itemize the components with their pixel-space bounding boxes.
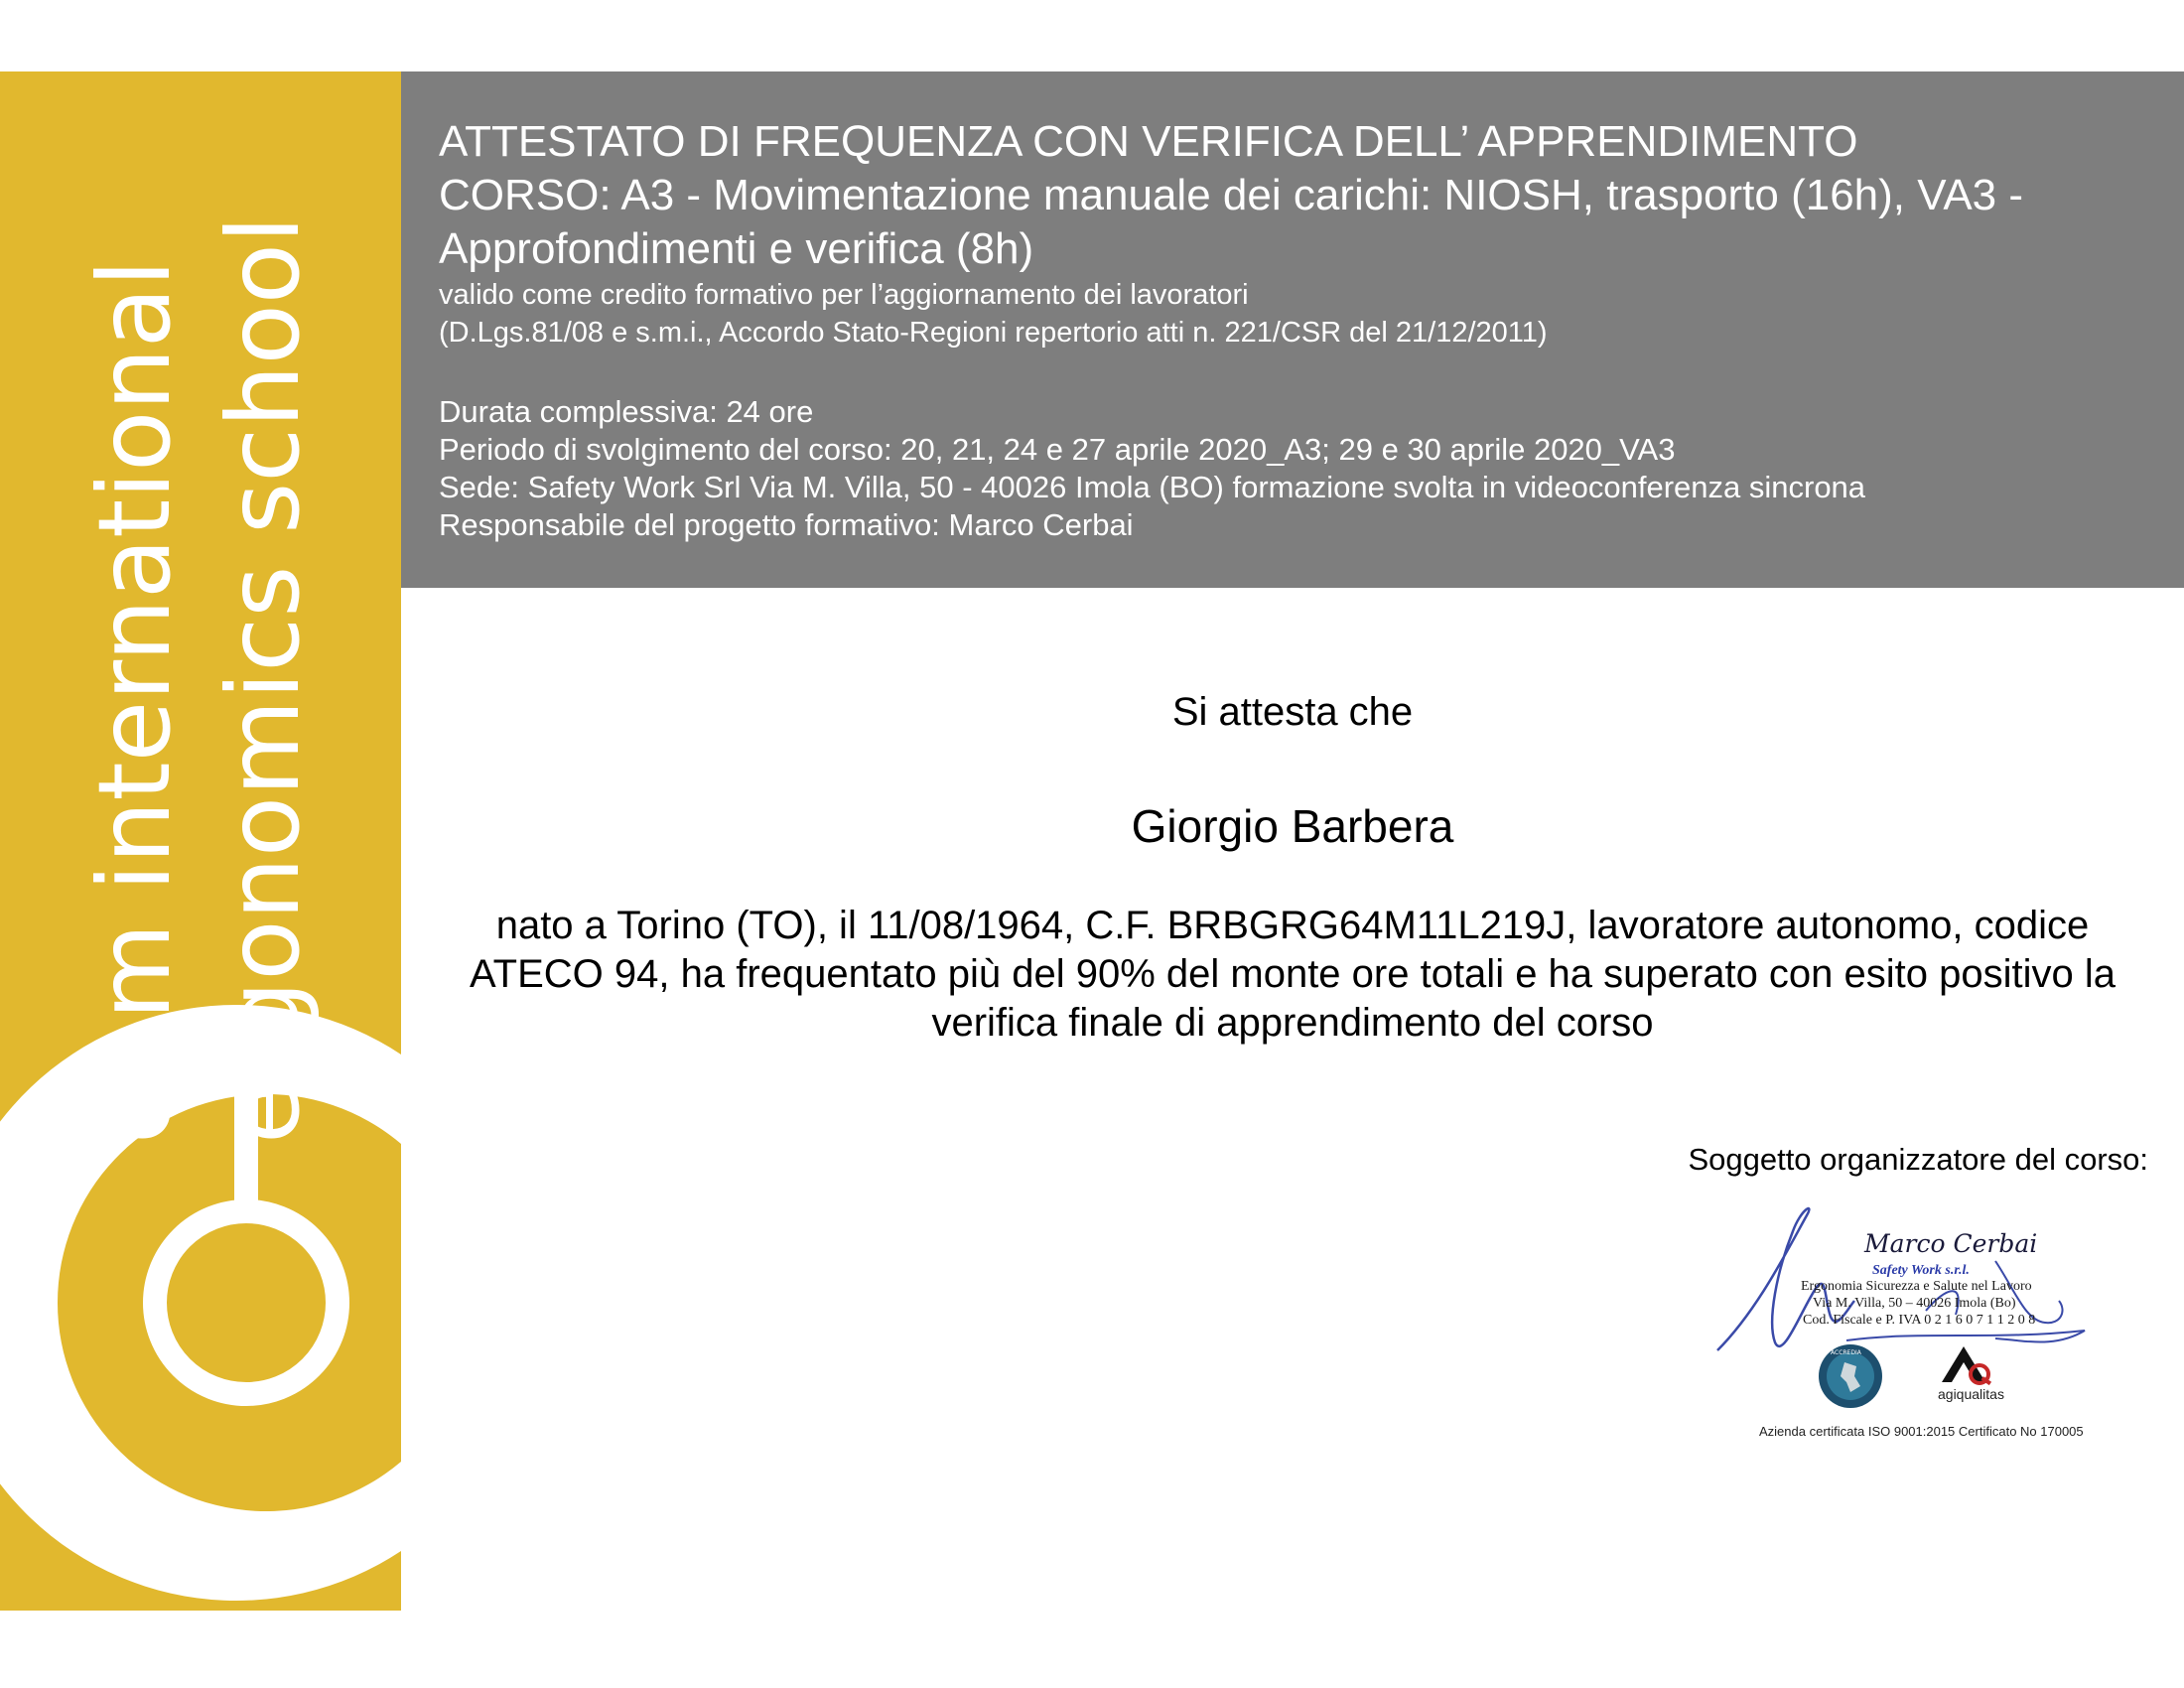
certificate-header — [401, 71, 2184, 588]
course-period: Periodo di svolgimento del corso: 20, 21, 24 e 27 aprile 2020_A3; 29 e 30 aprile 2020_VA3 — [439, 432, 1676, 467]
accredia-seal-icon — [1819, 1344, 1882, 1408]
course-duration: Durata complessiva: 24 ore — [439, 394, 814, 429]
organizer-label: Soggetto organizzatore del corso: — [1688, 1142, 2148, 1177]
credit-line-1: valido come credito formativo per l’aggiornamento dei lavoratori — [439, 279, 1249, 311]
attestation-intro: Si attesta che — [1171, 690, 1414, 734]
agiqualitas-label: agiqualitas — [1938, 1386, 2004, 1402]
project-manager: Responsabile del progetto formativo: Marco Cerbai — [439, 507, 1134, 542]
course-location: Sede: Safety Work Srl Via M. Villa, 50 - 40026 Imola (BO) formazione svolta in videoconferenza sincrona — [439, 470, 1866, 504]
student-name: Giorgio Barbera — [1131, 800, 1454, 852]
stamp-company-name: Safety Work s.r.l. — [1872, 1263, 1970, 1278]
stamp-signer-name: Marco Cerbai — [1864, 1229, 2038, 1258]
stamp-address: Via M. Villa, 50 – 40026 Imola (Bo) — [1813, 1296, 2016, 1311]
ring-logo-icon — [0, 1005, 401, 1601]
brand-line-1: epm international — [76, 259, 193, 1144]
stamp-tax-code: Cod. Fiscale e P. IVA 0 2 1 6 0 7 1 1 2 0 8 — [1803, 1313, 2036, 1328]
header-spacer — [439, 352, 2154, 393]
attestation-statement: nato a Torino (TO), il 11/08/1964, C.F. BRBGRG64M11L219J, lavoratore autonomo, codice ATECO 94, ha frequentato più del 90% del monte ore totali e ha superato con esito positivo la verifica finale di apprendimento del corso — [469, 904, 2116, 1045]
svg-text:ACCREDIA: ACCREDIA — [1831, 1349, 1861, 1356]
brand-sidebar — [0, 71, 401, 1611]
epm-logo — [0, 71, 401, 1611]
agiqualitas-mark-icon — [1942, 1346, 1991, 1385]
credit-line-2: (D.Lgs.81/08 e s.m.i., Accordo Stato-Regioni repertorio atti n. 221/CSR del 21/12/2011) — [439, 317, 1548, 349]
stamp-activity: Ergonomia Sicurezza e Salute nel Lavoro — [1801, 1279, 2032, 1294]
certification-marks — [1817, 1342, 2015, 1422]
certificate-title: ATTESTATO DI FREQUENZA CON VERIFICA DELL’ APPRENDIMENTO — [439, 117, 1858, 166]
iso-certification-note: Azienda certificata ISO 9001:2015 Certificato No 170005 — [1759, 1424, 2084, 1439]
course-title: CORSO: A3 - Movimentazione manuale dei carichi: NIOSH, trasporto (16h), VA3 - Approfondimenti e verifica (8h) — [439, 171, 2024, 273]
certification-logos — [1817, 1342, 2015, 1422]
brand-line-2: ergonomics school — [205, 215, 322, 1144]
